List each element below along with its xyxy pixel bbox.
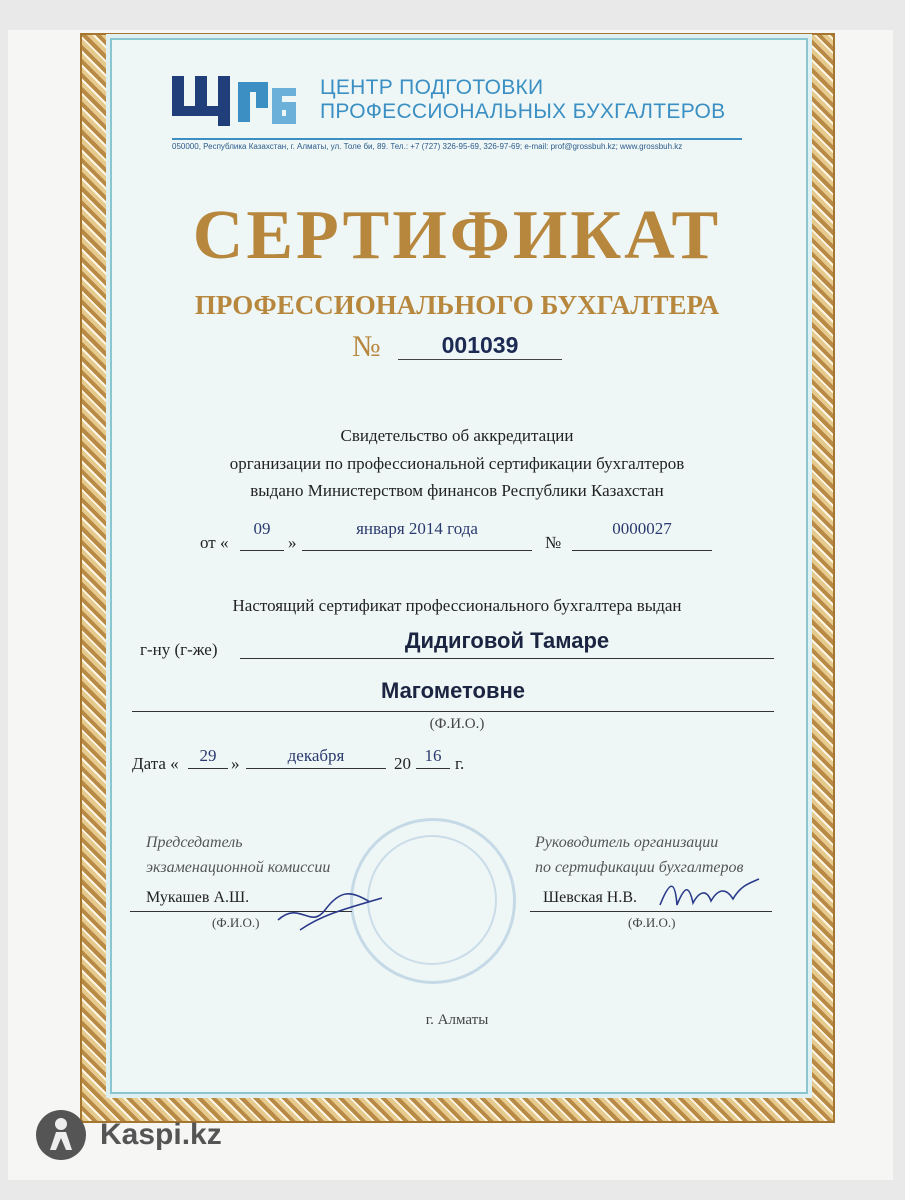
issue-day-line <box>188 768 228 769</box>
recipient-name-line2-rule <box>132 711 774 712</box>
kaspi-logo-icon <box>36 1110 86 1160</box>
issue-year-line <box>416 768 450 769</box>
right-signer-name: Шевская Н.В. <box>543 889 638 906</box>
recipient-name-line2: Магометовне <box>380 678 526 703</box>
issue-day: 29 <box>199 746 217 765</box>
org-name-line1: ЦЕНТР ПОДГОТОВКИ <box>320 76 544 99</box>
issue-century: 20 <box>394 754 411 773</box>
certificate-number: 001039 <box>398 332 562 360</box>
org-name-line2: ПРОФЕССИОНАЛЬНЫХ БУХГАЛТЕРОВ <box>320 100 726 123</box>
right-signer-caption: (Ф.И.О.) <box>628 915 676 930</box>
recipient-fio-caption: (Ф.И.О.) <box>429 716 485 732</box>
left-signer-title2: экзаменационной комиссии <box>146 859 331 876</box>
accreditation-no-label: № <box>545 533 562 552</box>
address-divider <box>172 138 742 140</box>
issue-year: 16 <box>424 746 442 765</box>
left-signer-name: Мукашев А.Ш. <box>146 889 250 906</box>
recipient-intro: Настоящий сертификат профессионального бухгалтера выдан <box>232 596 682 615</box>
accreditation-no-line <box>572 550 712 551</box>
org-address: 050000, Республика Казахстан, г. Алматы, ул. Толе би, 89. Тел.: +7 (727) 326-95-69, 326-97-69; e-mail: prof@grossbuh.kz; www.grossbuh.kz <box>172 142 683 151</box>
left-signature-icon <box>270 880 390 940</box>
city: г. Алматы <box>425 1012 489 1028</box>
org-logo-icon <box>172 74 297 126</box>
recipient-name-line1: Дидиговой Тамаре <box>404 628 610 653</box>
issue-month-line <box>246 768 386 769</box>
issue-quote-close: » <box>231 754 240 773</box>
certificate-subtitle: ПРОФЕССИОНАЛЬНОГО БУХГАЛТЕРА <box>194 290 720 320</box>
accreditation-month-year: января 2014 года <box>356 519 478 538</box>
accreditation-line1: Свидетельство об аккредитации <box>340 426 574 445</box>
accreditation-month-line <box>302 550 532 551</box>
issue-month: декабря <box>287 746 345 765</box>
recipient-label: г-ну (г-же) <box>140 640 218 659</box>
number-sign: № <box>352 330 381 363</box>
right-signature-icon <box>655 875 765 915</box>
issue-date-label: Дата « <box>132 754 179 773</box>
accreditation-no-value: 0000027 <box>612 519 672 538</box>
accreditation-day-line <box>240 550 284 551</box>
accreditation-quote-close: » <box>288 533 297 552</box>
right-signer-title1: Руководитель организации <box>535 834 719 851</box>
left-signer-caption: (Ф.И.О.) <box>212 915 260 930</box>
accreditation-line2: организации по профессиональной сертификации бухгалтеров <box>229 454 685 473</box>
issue-year-suffix: г. <box>455 754 465 773</box>
certificate-title: СЕРТИФИКАТ <box>192 197 722 274</box>
accreditation-day: 09 <box>253 519 271 538</box>
watermark-text: Kaspi.kz <box>100 1118 222 1151</box>
right-signer-title2: по сертификации бухгалтеров <box>535 859 744 876</box>
accreditation-from-label: от « <box>200 533 229 552</box>
accreditation-line3: выдано Министерством финансов Республики Казахстан <box>250 481 664 500</box>
recipient-name-line1-rule <box>240 658 774 659</box>
left-signer-title1: Председатель <box>146 834 243 851</box>
org-name <box>320 76 725 124</box>
